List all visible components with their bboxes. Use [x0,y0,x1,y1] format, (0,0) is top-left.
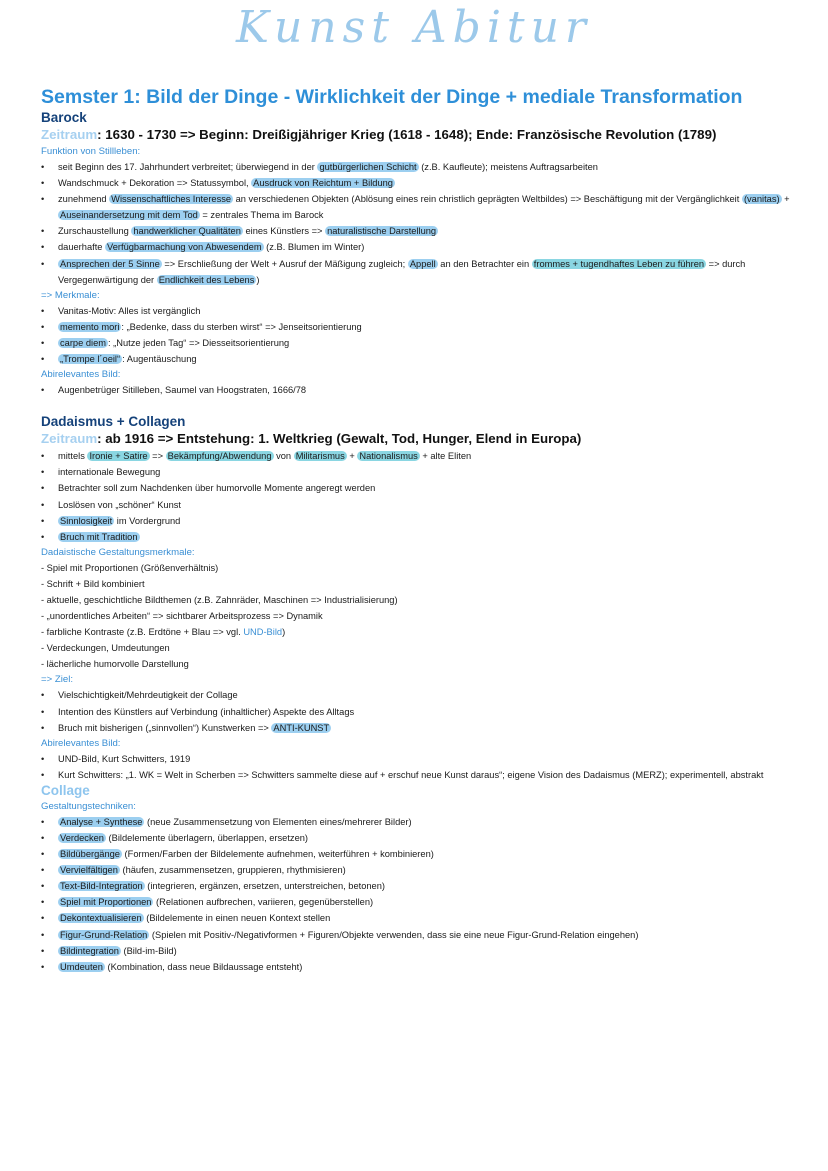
dada-abi-heading: Abirelevantes Bild: [41,737,121,749]
list-item: • Intention des Künstlers auf Verbindung (inhaltlicher) Aspekte des Alltags [41,704,791,720]
highlight: Nationalismus [359,451,418,462]
highlight: Ironie + Satire [89,451,148,462]
list-item: • Umdeuten (Kombination, dass neue Bildaussage entsteht) [41,959,791,975]
gestaltung-line: - Spiel mit Proportionen (Größenverhältnis) [41,562,219,573]
list-item: • dauerhafte Verfügbarmachung von Abwesendem (z.B. Blumen im Winter) [41,239,791,255]
page-title: Semster 1: Bild der Dinge - Wirklichkeit der Dinge + mediale Transformation [41,86,743,108]
gestaltung-line: - Schrift + Bild kombiniert [41,578,145,589]
list-item: • Augenbetrüger Sitilleben, Saumel van Hoogstraten, 1666/78 [41,382,791,398]
dada-zeitraum [41,430,791,448]
highlight: ANTI-KUNST [273,722,330,733]
highlight: Ansprechen der 5 Sinne [60,258,160,269]
list-item: • carpe diem : „Nutze jeden Tag“ => Diesseitsorientierung [41,335,791,351]
highlight: Auseinandersetzung mit dem Tod [60,210,198,221]
highlight: Endlichkeit des Lebens [158,274,255,285]
dada-heading: Dadaismus + Collagen [41,414,186,430]
highlight: Text-Bild-Integration [60,881,143,892]
list-item: • Vanitas-Motiv: Alles ist vergänglich [41,303,791,319]
list-item: • Betrachter soll zum Nachdenken über humorvolle Momente angeregt werden [41,480,791,496]
highlight: Bekämpfung/Abwendung [167,451,272,462]
zeitraum-text: : ab 1916 => Entstehung: 1. Weltkrieg (Gewalt, Tod, Hunger, Elend in Europa) [97,431,582,447]
highlight: Spiel mit Proportionen [60,897,152,908]
highlight: Figur-Grund-Relation [60,929,148,940]
highlight: Dekontextualisieren [60,913,142,924]
list-item: • zunehmend Wissenschaftliches Interesse an verschiedenen Objekten (Ablösung eines rein christlich geprägten Weltbildes) => Beschäftigung mit der Vergänglichkeit (vanitas) + Auseinandersetzung mit dem Tod = zentrales Thema im Barock [41,191,791,223]
list-item: • Loslösen von „schöner“ Kunst [41,497,791,513]
zeitraum-label: Zeitraum [41,127,98,142]
gestaltung-line: - „unordentliches Arbeiten“ => sichtbarer Arbeitsprozess => Dynamik [41,611,323,622]
highlight: Bildübergänge [60,849,120,860]
highlight: naturalistische Darstellung [327,226,437,237]
funktion-heading: Funktion von Stillleben: [41,146,141,157]
highlight: gutbürgerlichen Schicht [319,162,417,172]
highlight: Militarismus [295,451,345,462]
gestaltung-line: - aktuelle, geschichtliche Bildthemen (z.B. Zahnräder, Maschinen => Industrialisierung) [41,594,398,605]
list-item: • Zurschaustellung handwerklicher Qualitäten eines Künstlers => naturalistische Darstellung [41,223,791,239]
list-item: • internationale Bewegung [41,464,791,480]
merkmale-heading: => Merkmale: [41,289,100,301]
list-item: • Wandschmuck + Dekoration => Statussymbol, Ausdruck von Reichtum + Bildung [41,175,791,191]
list-item: • Verdecken (Bildelemente überlagern, überlappen, ersetzen) [41,830,791,846]
ziel-heading: => Ziel: [41,674,73,686]
list-item: • Vielschichtigkeit/Mehrdeutigkeit der Collage [41,687,791,703]
zeitraum-text: : 1630 - 1730 => Beginn: Dreißigjähriger Krieg (1618 - 1648); Ende: Französische Revolution (1789) [97,127,717,142]
gestaltung-line: - farbliche Kontraste (z.B. Erdtöne + Blau => vgl. UND-Bild) [41,627,286,638]
highlight: Bruch mit Tradition [60,531,138,542]
highlight: Vervielfältigen [60,865,118,876]
list-item [41,529,791,545]
collage-heading: Collage [41,782,90,798]
highlight: Sinnlosigkeit [60,515,113,526]
gestaltung-heading: Dadaistische Gestaltungsmerkmale: [41,546,195,558]
highlight: (vanitas) [743,194,780,205]
highlight: Umdeuten [60,961,103,972]
list-item: • Bildübergänge (Formen/Farben der Bildelemente aufnehmen, weiterführen + kombinieren) [41,846,791,862]
list-item: • Analyse + Synthese (neue Zusammensetzung von Elementen eines/mehrerer Bilder) [41,814,791,830]
list-item: • Text-Bild-Integration (integrieren, ergänzen, ersetzen, unterstreichen, betonen) [41,878,791,894]
barock-abi-heading: Abirelevantes Bild: [41,369,121,381]
highlight: carpe diem [60,337,106,348]
list-item: • UND-Bild, Kurt Schwitters, 1919 [41,751,791,767]
list-item: • memento mori : „Bedenke, dass du sterben wirst“ => Jenseitsorientierung [41,319,791,335]
highlight: Appell [409,258,436,269]
list-item: • Ansprechen der 5 Sinne => Erschließung der Welt + Ausruf der Mäßigung zugleich; Appell an den Betrachter ein frommes + tugendhaftes Leben zu führen => durch Vergegenwärtigung der Endlichkeit des Lebens ) [41,256,791,288]
highlight: memento mori [60,321,120,332]
zeitraum-label: Zeitraum [41,431,98,447]
highlight: Verfügbarmachung von Abwesendem [107,242,262,253]
content [41,84,791,975]
highlight: Analyse + Synthese [60,816,143,827]
gestaltung-line: - lächerliche humorvolle Darstellung [41,659,189,670]
list-item: • „Trompe l´oeil“ : Augentäuschung [41,351,791,367]
barock-heading: Barock [41,110,87,125]
list-item: • Kurt Schwitters: „1. WK = Welt in Scherben => Schwitters sammelte diese auf + erschuf neue Kunst daraus“; eigene Vision des Dadaismus (MERZ); experimentell, abstrakt [41,767,791,783]
highlight: Wissenschaftliches Interesse [111,194,232,205]
list-item: • seit Beginn des 17. Jahrhundert verbreitet; überwiegend in der gutbürgerlichen Schicht (z.B. Kaufleute); meistens Auftragsarbeiten [41,159,791,175]
highlight: Bildintegration [60,945,119,956]
barock-zeitraum [41,126,791,144]
handwritten-title: Kunst Abitur [236,2,592,53]
highlight: Verdecken [60,833,104,843]
list-item: • Vervielfältigen (häufen, zusammensetzen, gruppieren, rhythmisieren) [41,862,791,878]
highlight: frommes + tugendhaftes Leben zu führen [533,258,705,269]
highlight: handwerklicher Qualitäten [133,226,241,237]
highlight: Ausdruck von Reichtum + Bildung [253,178,393,189]
list-item: • Figur-Grund-Relation (Spielen mit Positiv-/Negativformen + Figuren/Objekte verwenden, dass sie eine neue Figur-Grund-Relation eingehen) [41,927,791,943]
und-bild-ref: UND-Bild [243,627,283,638]
highlight: „Trompe l´oeil“ [60,354,121,365]
tech-heading: Gestaltungstechniken: [41,800,136,812]
gestaltung-line: - Verdeckungen, Umdeutungen [41,643,170,654]
list-item: • Spiel mit Proportionen (Relationen aufbrechen, variieren, gegenüberstellen) [41,894,791,910]
list-item: • Bruch mit bisherigen („sinnvollen“) Kunstwerken => ANTI-KUNST [41,720,791,736]
list-item: • Bildintegration (Bild-im-Bild) [41,943,791,959]
list-item: • Dekontextualisieren (Bildelemente in einen neuen Kontext stellen [41,910,791,926]
list-item: • Sinnlosigkeit im Vordergrund [41,513,791,529]
list-item: • mittels Ironie + Satire => Bekämpfung/Abwendung von Militarismus + Nationalismus + alte Eliten [41,448,791,464]
